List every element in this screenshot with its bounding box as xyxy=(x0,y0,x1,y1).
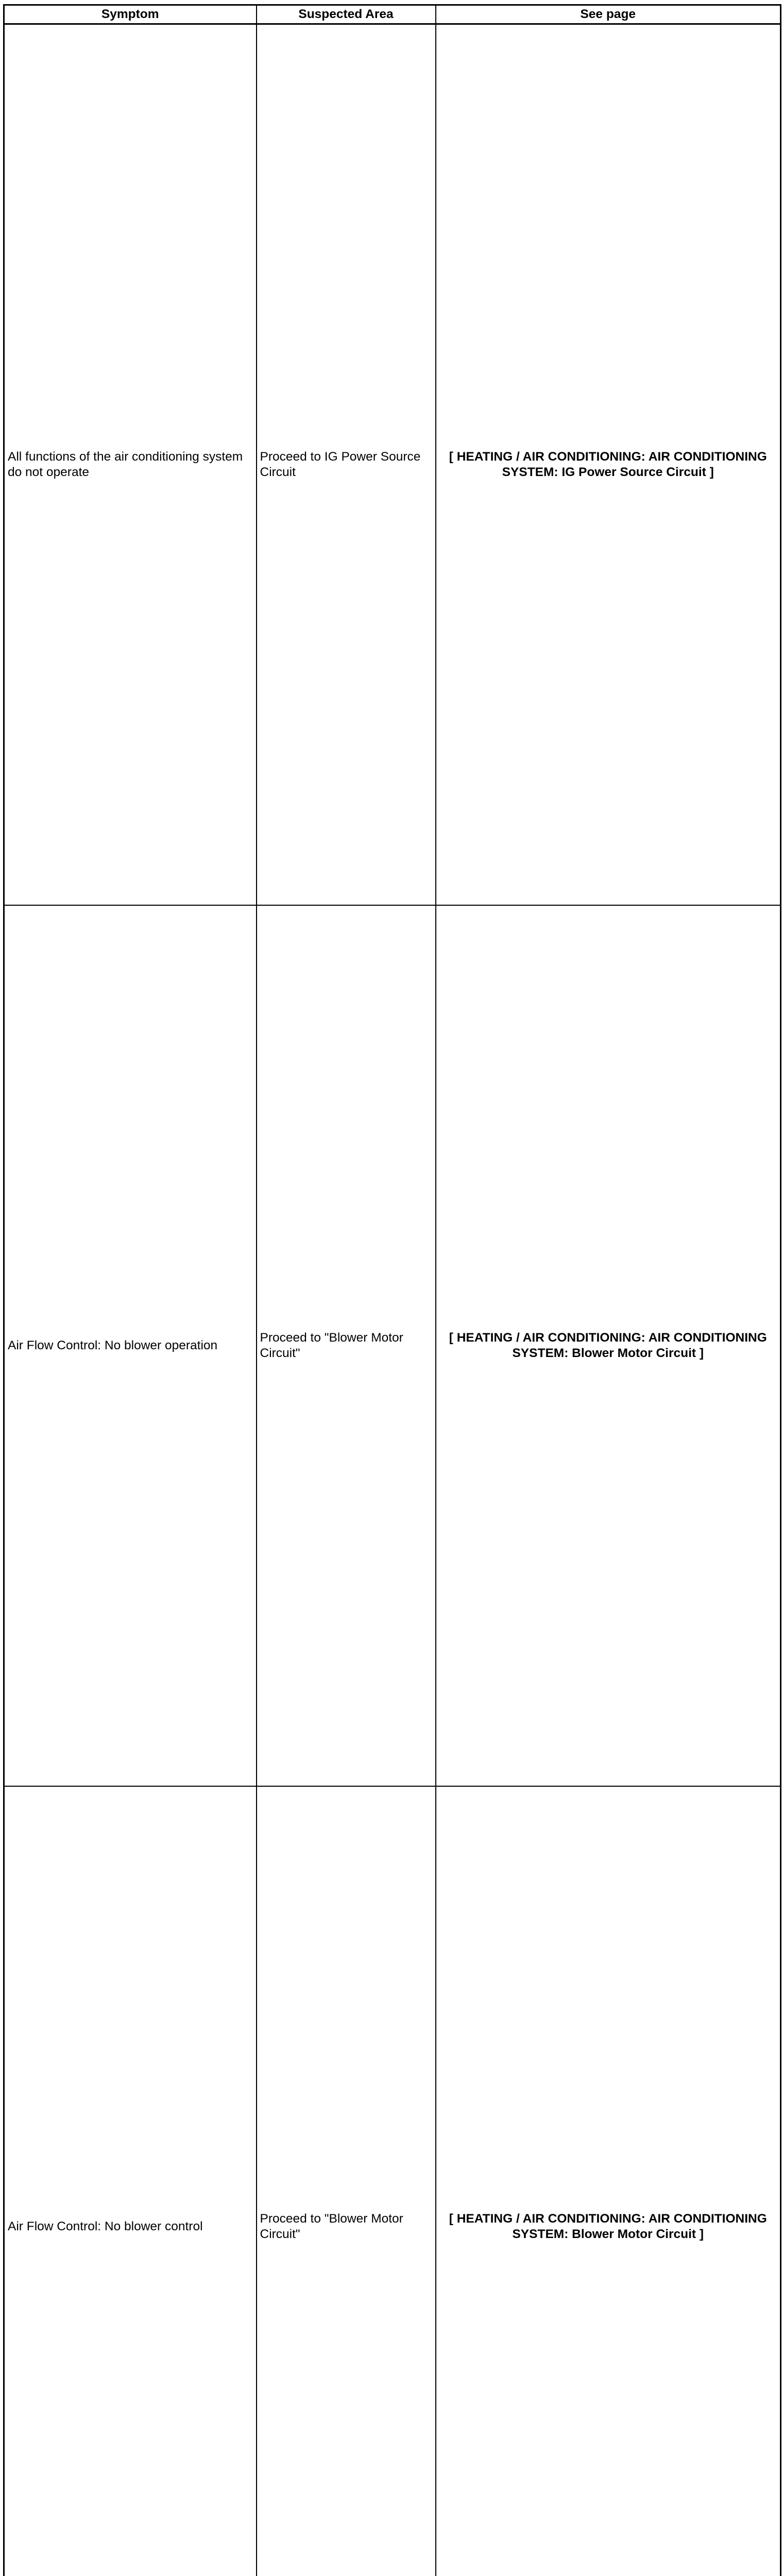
symptom-cell: Air Flow Control: No blower control xyxy=(4,1786,257,2576)
header-row xyxy=(4,5,781,24)
suspected-area-cell: Proceed to IG Power Source Circuit xyxy=(257,24,436,906)
see-page-cell: [ HEATING / AIR CONDITIONING: AIR CONDITIONING SYSTEM: IG Power Source Circuit ] xyxy=(436,24,781,906)
see-page-cell: [ HEATING / AIR CONDITIONING: AIR CONDITIONING SYSTEM: Blower Motor Circuit ] xyxy=(436,1786,781,2576)
table-row xyxy=(4,24,781,906)
symptom-cell: All functions of the air conditioning system do not operate xyxy=(4,24,257,906)
header-symptom: Symptom xyxy=(4,5,257,24)
header-see-page: See page xyxy=(436,5,781,24)
header-suspected-area: Suspected Area xyxy=(257,5,436,24)
table-row xyxy=(4,905,781,1786)
see-page-cell: [ HEATING / AIR CONDITIONING: AIR CONDITIONING SYSTEM: Blower Motor Circuit ] xyxy=(436,905,781,1786)
suspected-area-cell: Proceed to "Blower Motor Circuit" xyxy=(257,1786,436,2576)
table-row xyxy=(4,1786,781,2576)
symptom-cell: Air Flow Control: No blower operation xyxy=(4,905,257,1786)
suspected-area-cell: Proceed to "Blower Motor Circuit" xyxy=(257,905,436,1786)
problem-symptoms-table xyxy=(3,4,781,2576)
